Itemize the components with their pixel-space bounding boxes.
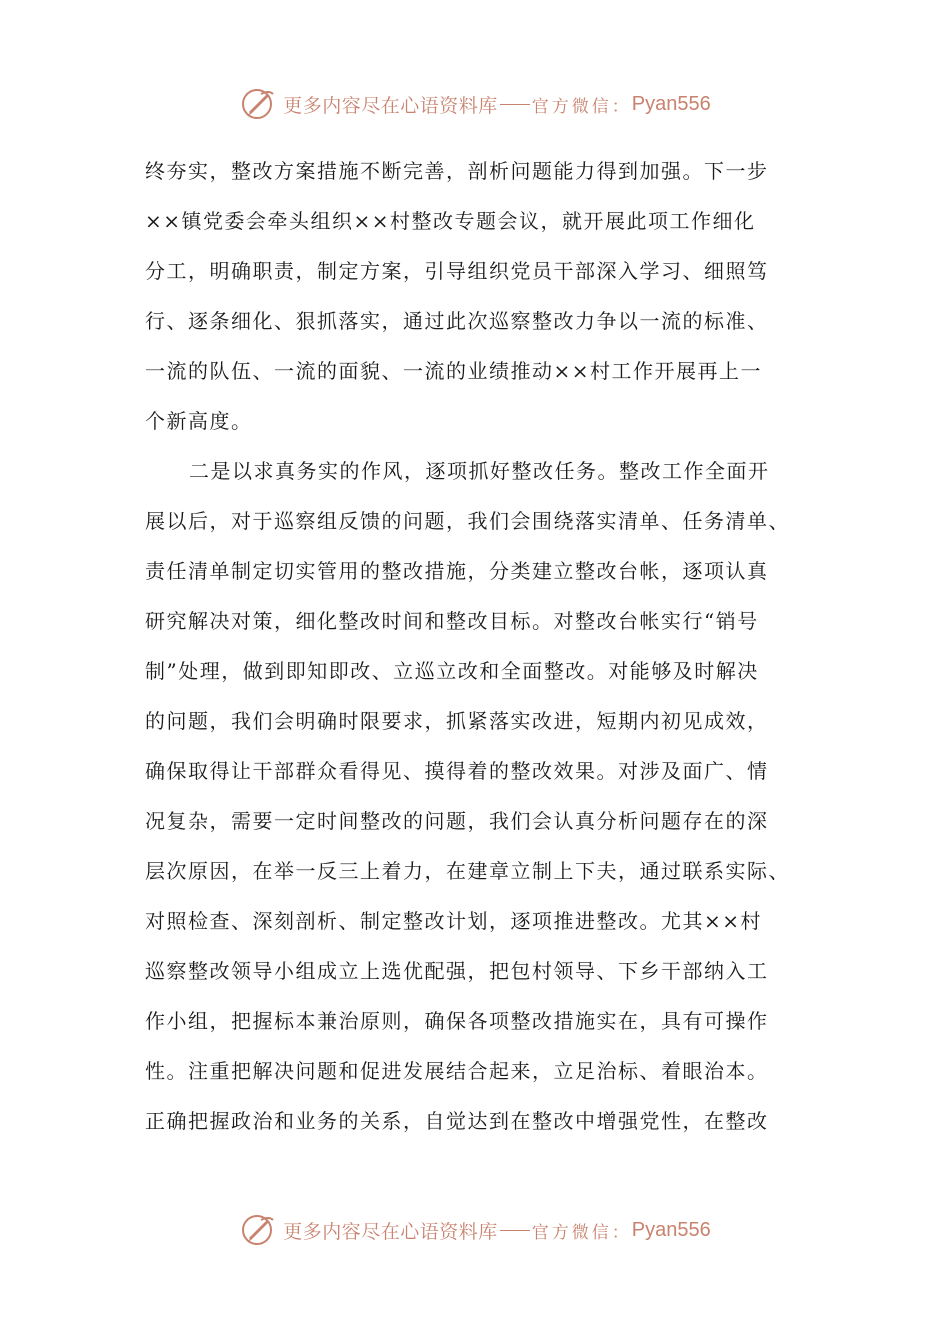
text-line: 研究解决对策，细化整改时间和整改目标。对整改台帐实行“销号 [145, 609, 759, 633]
text-line: 对照检查、深刻剖析、制定整改计划，逐项推进整改。尤其××村 [145, 909, 763, 933]
banner-text: 更多内容尽在心语资料库 [283, 1220, 498, 1243]
banner-wechat-label: 官方微信： [531, 96, 632, 117]
banner-wechat-label: 官方微信： [531, 1222, 632, 1243]
banner-wechat-id: Pyan556 [631, 1218, 711, 1241]
text-line: 行、逐条细化、狠抓落实，通过此次巡察整改力争以一流的标准、 [145, 309, 769, 333]
text-line: 层次原因，在举一反三上着力，在建章立制上下夫，通过联系实际、 [145, 859, 790, 883]
text-line: 的问题，我们会明确时限要求，抓紧落实改进，短期内初见成效， [145, 709, 769, 733]
text-line: 况复杂，需要一定时间整改的问题，我们会认真分析问题存在的深 [145, 809, 769, 833]
text-line: 展以后，对于巡察组反馈的问题，我们会围绕落实清单、任务清单、 [145, 509, 790, 533]
text-line: 确保取得让干部群众看得见、摸得着的整改效果。对涉及面广、情 [145, 759, 769, 783]
text-line: 正确把握政治和业务的关系，自觉达到在整改中增强党性，在整改 [145, 1109, 769, 1133]
text-line: 分工，明确职责，制定方案，引导组织党员干部深入学习、细照笃 [145, 259, 769, 283]
text-line: 作小组，把握标本兼治原则，确保各项整改措施实在，具有可操作 [145, 1009, 769, 1033]
banner-wechat-id: Pyan556 [631, 92, 711, 115]
pen-nib-logo-icon [239, 86, 279, 122]
text-line: ××镇党委会牵头组织××村整改专题会议，就开展此项工作细化 [145, 209, 756, 233]
text-line: 一流的队伍、一流的面貌、一流的业绩推动××村工作开展再上一 [145, 359, 763, 383]
paragraph-start-line: 二是以求真务实的作风，逐项抓好整改任务。整改工作全面开 [189, 459, 770, 483]
text-line: 巡察整改领导小组成立上选优配强，把包村领导、下乡干部纳入工 [145, 959, 769, 983]
text-line: 终夯实，整改方案措施不断完善，剖析问题能力得到加强。下一步 [145, 159, 769, 183]
text-line: 责任清单制定切实管用的整改措施，分类建立整改台帐，逐项认真 [145, 559, 769, 583]
document-body [145, 146, 805, 1146]
text-line: 个新高度。 [145, 409, 253, 433]
text-line: 性。注重把解决问题和促进发展结合起来，立足治标、着眼治本。 [145, 1059, 769, 1083]
footer-banner [0, 1208, 950, 1252]
text-line: 制”处理，做到即知即改、立巡立改和全面整改。对能够及时解决 [145, 659, 759, 683]
banner-separator [500, 104, 530, 105]
pen-nib-logo-icon [239, 1212, 279, 1248]
banner-text: 更多内容尽在心语资料库 [283, 94, 498, 117]
header-banner [0, 82, 950, 126]
banner-separator [500, 1230, 530, 1231]
